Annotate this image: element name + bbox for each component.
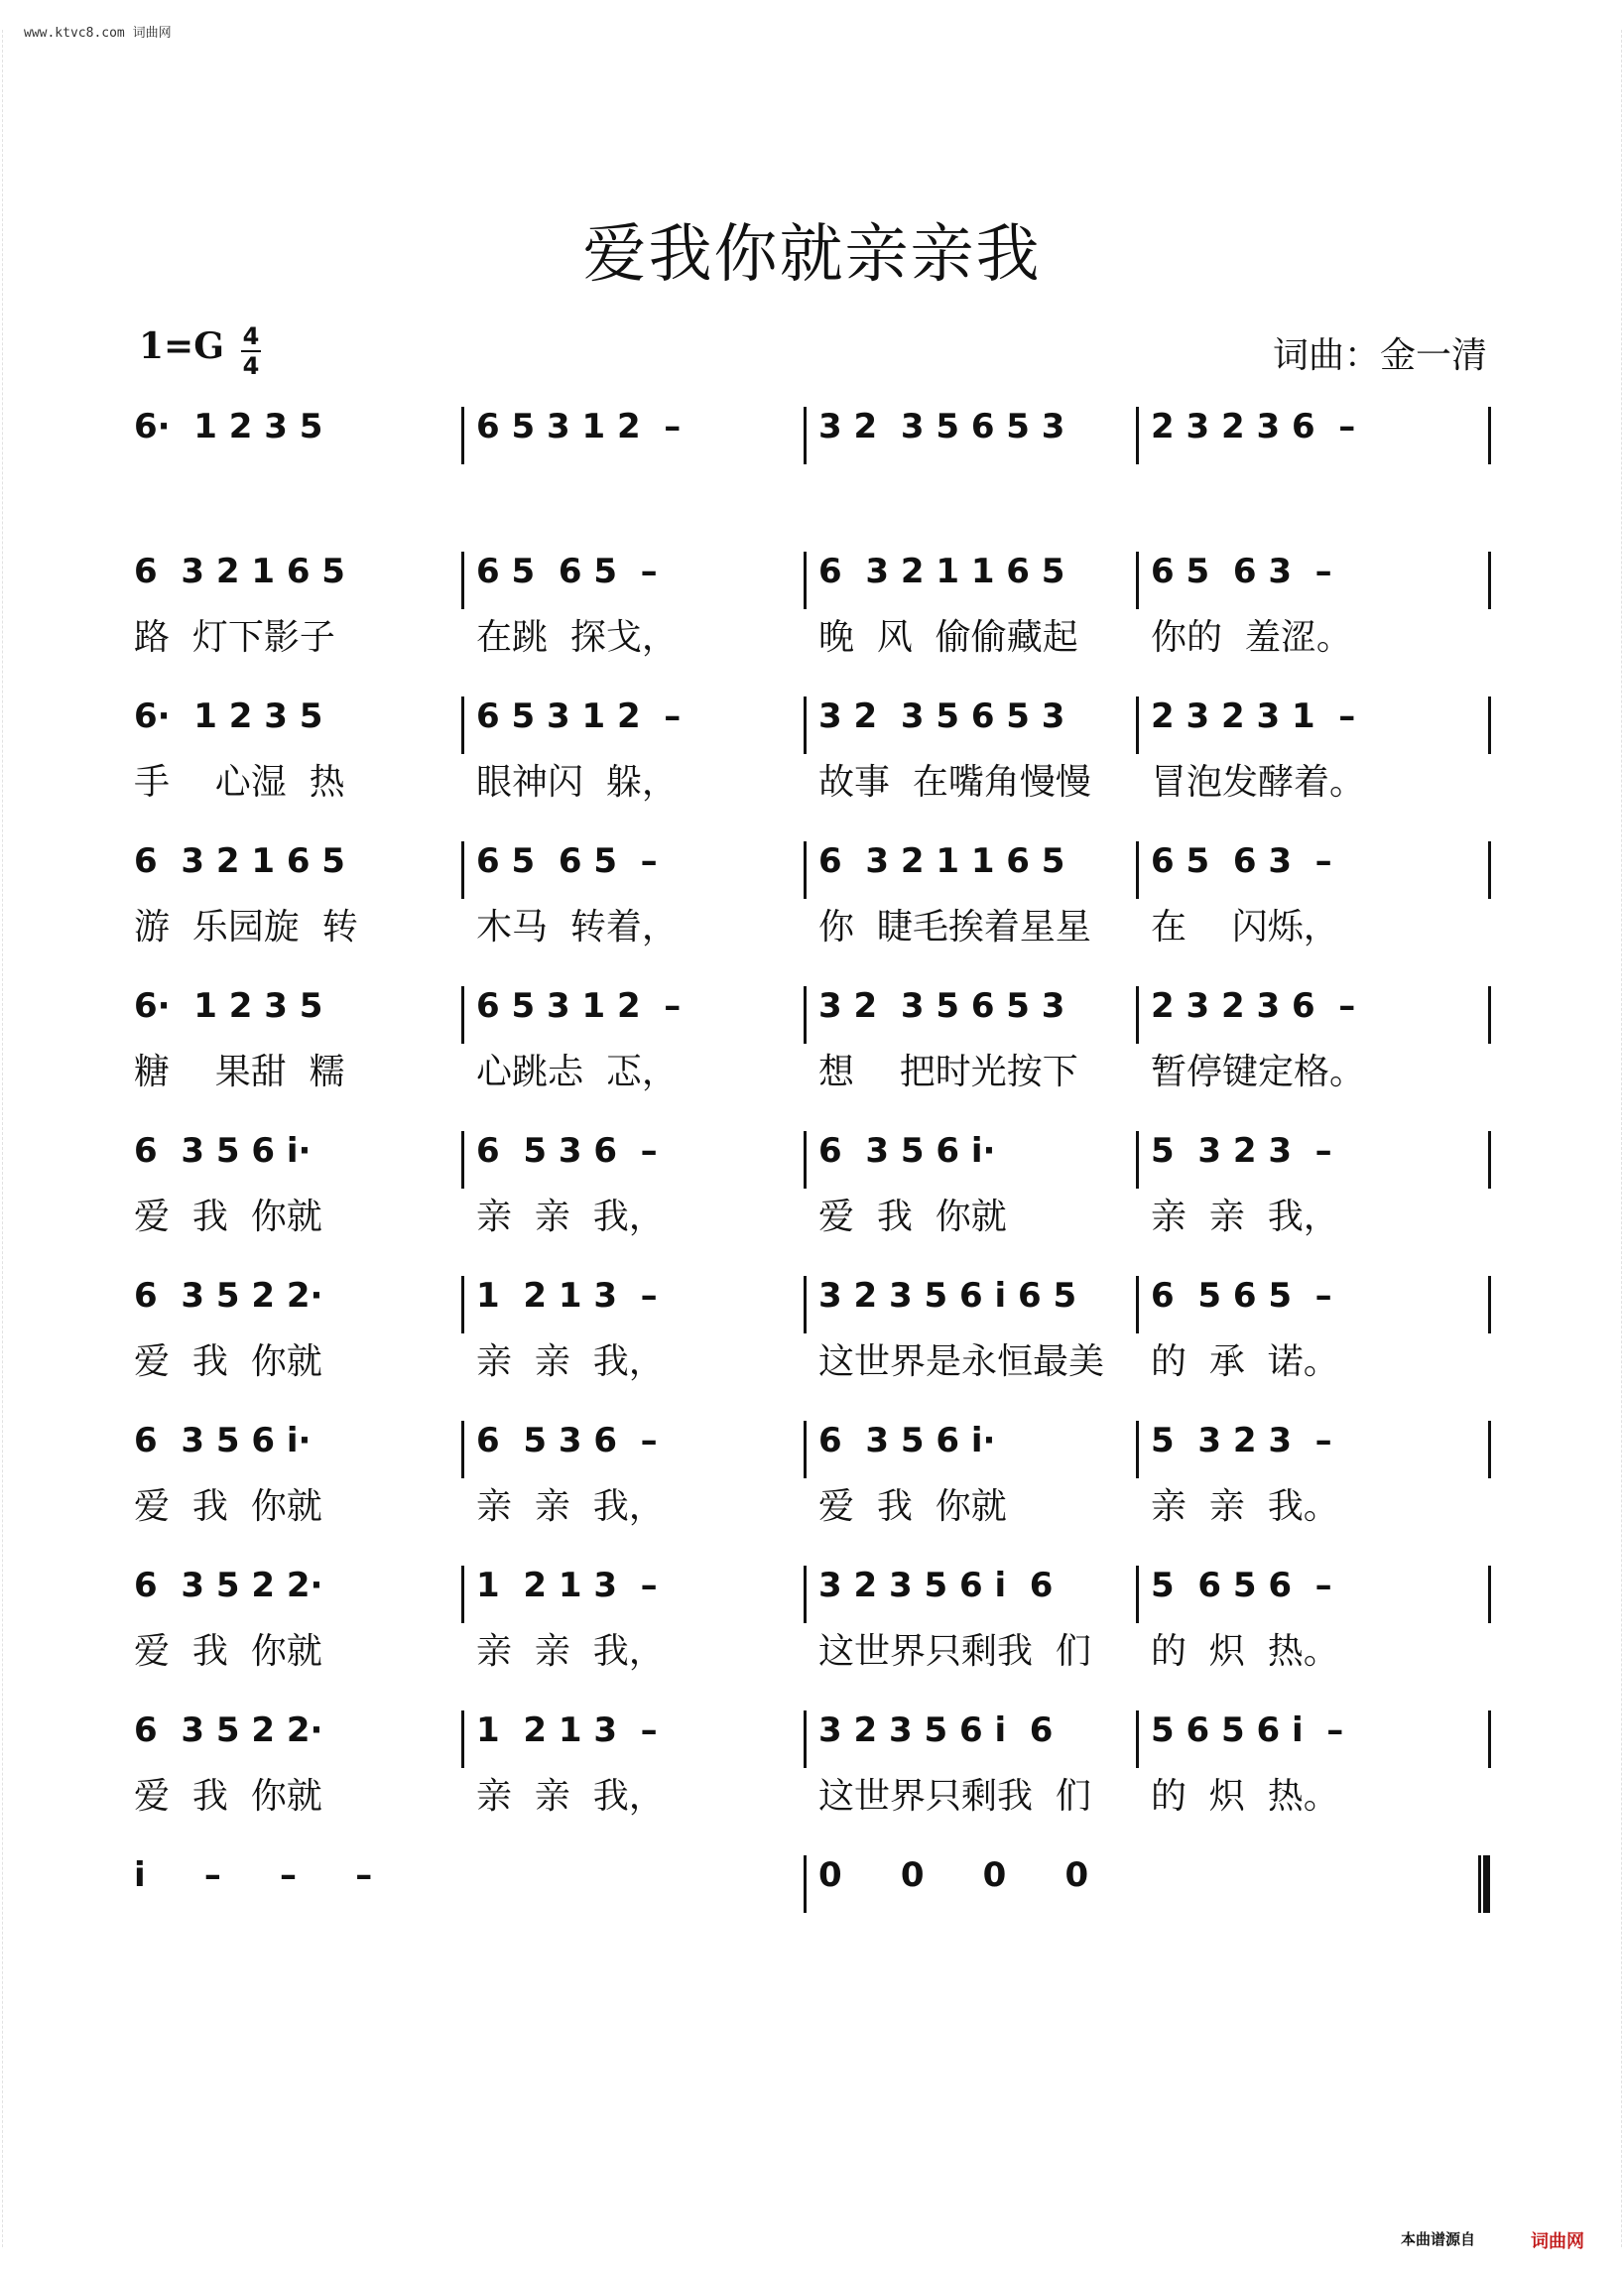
- notes-row: [134, 395, 1493, 458]
- measure: [134, 829, 345, 893]
- lyric: 亲 亲 我。: [1151, 1486, 1339, 1527]
- barline: [461, 1131, 464, 1189]
- measure-notes: 6 5 6 3 –: [1151, 841, 1332, 881]
- measure: [476, 685, 681, 748]
- measure-notes: 3 2 3 5 6 i 6: [818, 1566, 1054, 1605]
- measure: [818, 829, 1064, 893]
- lyrics-row: [134, 1472, 1493, 1542]
- barline: [804, 1421, 807, 1478]
- measure-notes: 6 5 6 5 –: [476, 552, 658, 591]
- barline: [1488, 552, 1491, 609]
- notes-row: [134, 829, 1493, 893]
- ending-system: [134, 1843, 1493, 1988]
- barline: [1136, 696, 1139, 754]
- lyric: 心跳忐 忑，: [476, 1052, 678, 1092]
- barline: [461, 1276, 464, 1333]
- barline: [1136, 1131, 1139, 1189]
- lyric: 这世界只剩我 们: [818, 1776, 1091, 1817]
- measure-notes: 6 3 2 1 6 5: [134, 552, 345, 591]
- notes-row: [134, 1119, 1493, 1183]
- measure: [1151, 974, 1355, 1038]
- lyric: 在 闪烁，: [1151, 907, 1339, 948]
- measure: [134, 1264, 322, 1328]
- measure: [134, 1699, 322, 1762]
- score-system: [134, 540, 1493, 685]
- measure-notes: 6 5 3 6 –: [476, 1421, 658, 1460]
- barline: [461, 696, 464, 754]
- measure-notes: 6 5 6 5 –: [1151, 1276, 1332, 1316]
- barline: [1136, 1421, 1139, 1478]
- barline: [1488, 841, 1491, 899]
- time-sig-bottom: 4: [242, 352, 260, 380]
- barline: [804, 841, 807, 899]
- score-system: [134, 1264, 1493, 1409]
- barline: [1488, 407, 1491, 464]
- measure-notes: 2 3 2 3 6 –: [1151, 407, 1356, 446]
- measure: [1151, 1554, 1332, 1617]
- measure-notes: 3 2 3 5 6 5 3: [818, 696, 1065, 736]
- barline: [804, 1276, 807, 1333]
- lyric: 手 心湿 热: [134, 762, 345, 803]
- barline: [1136, 1276, 1139, 1333]
- lyric: 亲 亲 我，: [476, 1197, 665, 1237]
- measure-notes: 6 5 6 3 –: [1151, 552, 1332, 591]
- barline: [461, 1566, 464, 1623]
- notes-row: [134, 1843, 1493, 1907]
- measure: [134, 974, 322, 1038]
- score-system: [134, 1409, 1493, 1554]
- measure: [1151, 540, 1332, 603]
- notes-row: [134, 1554, 1493, 1617]
- barline: [1136, 841, 1139, 899]
- barline: [1136, 1566, 1139, 1623]
- barline: [804, 407, 807, 464]
- lyric: 你的 羞涩。: [1151, 617, 1352, 658]
- lyric: 爱 我 你就: [134, 1341, 322, 1382]
- lyric: 木马 转着，: [476, 907, 678, 948]
- time-signature: [241, 322, 261, 380]
- measure: [1151, 685, 1355, 748]
- measure: [1151, 829, 1332, 893]
- lyrics-row: [134, 1038, 1493, 1107]
- measure-notes: 1 2 1 3 –: [476, 1566, 658, 1605]
- measure: [1151, 1409, 1332, 1472]
- left-watermark-strip: [2, 30, 17, 2247]
- notes-row: [134, 685, 1493, 748]
- measure-notes: 6 3 5 6 i·: [134, 1131, 312, 1171]
- measure-notes: i – – –: [134, 1855, 373, 1895]
- measure: [134, 1409, 311, 1472]
- lyric: 亲 亲 我，: [476, 1486, 665, 1527]
- lyric: 爱 我 你就: [818, 1197, 1007, 1237]
- measure-notes: 1 2 1 3 –: [476, 1276, 658, 1316]
- lyric: 在跳 探戈，: [476, 617, 678, 658]
- measure-notes: 6· 1 2 3 5: [134, 696, 323, 736]
- lyrics-row: [134, 748, 1493, 818]
- measure-notes: 6 3 5 2 2·: [134, 1710, 323, 1750]
- barline: [1488, 1566, 1491, 1623]
- measure: [476, 395, 681, 458]
- lyric: 这世界是永恒最美: [818, 1341, 1105, 1382]
- notes-row: [134, 1264, 1493, 1328]
- measure-notes: 6· 1 2 3 5: [134, 986, 323, 1026]
- lyric: 亲 亲 我，: [476, 1631, 665, 1672]
- measure: [818, 1409, 995, 1472]
- score-system: [134, 829, 1493, 974]
- measure-notes: 3 2 3 5 6 5 3: [818, 407, 1065, 446]
- measure: [818, 1554, 1053, 1617]
- barline: [804, 1131, 807, 1189]
- measure: [1151, 1264, 1332, 1328]
- measure-notes: 0 0 0 0: [818, 1855, 1089, 1895]
- measure-notes: 5 3 2 3 –: [1151, 1131, 1332, 1171]
- notes-row: [134, 1699, 1493, 1762]
- barline: [1136, 552, 1139, 609]
- measure: [476, 1554, 658, 1617]
- footer-source: 本曲谱源自: [1400, 2230, 1475, 2248]
- measure: [818, 1119, 995, 1183]
- lyric: 眼神闪 躲，: [476, 762, 678, 803]
- barline: [1488, 986, 1491, 1044]
- lyric: 爱 我 你就: [134, 1776, 322, 1817]
- lyric: 晚 风 偷偷藏起: [818, 617, 1078, 658]
- barline: [804, 986, 807, 1044]
- measure-notes: 6 5 6 5 –: [476, 841, 658, 881]
- lyrics-row: [134, 893, 1493, 962]
- barline: [1136, 407, 1139, 464]
- notes-row: [134, 1409, 1493, 1472]
- lyric: 的 炽 热。: [1151, 1631, 1339, 1672]
- measure-notes: 6· 1 2 3 5: [134, 407, 323, 446]
- measure: [476, 829, 658, 893]
- measure-notes: 5 6 5 6 i –: [1151, 1710, 1344, 1750]
- right-watermark-strip: [1607, 30, 1622, 2247]
- barline: [461, 986, 464, 1044]
- footer-site: 词曲网: [1531, 2231, 1584, 2252]
- measure-notes: 6 3 5 6 i·: [818, 1131, 996, 1171]
- key-signature: 1=G: [139, 325, 224, 367]
- barline: [1136, 986, 1139, 1044]
- lyrics-row: [134, 1183, 1493, 1252]
- lyric: 的 炽 热。: [1151, 1776, 1339, 1817]
- measure-notes: 5 3 2 3 –: [1151, 1421, 1332, 1460]
- score-system: [134, 974, 1493, 1119]
- measure-notes: 3 2 3 5 6 5 3: [818, 986, 1065, 1026]
- measure-notes: 6 3 2 1 1 6 5: [818, 552, 1065, 591]
- measure-notes: 6 5 3 1 2 –: [476, 407, 682, 446]
- measure-notes: 6 3 2 1 6 5: [134, 841, 345, 881]
- lyrics-row: [134, 603, 1493, 673]
- score-system: [134, 1699, 1493, 1843]
- measure: [476, 1699, 658, 1762]
- notes-row: [134, 974, 1493, 1038]
- measure: [476, 540, 658, 603]
- lyric: 爱 我 你就: [818, 1486, 1007, 1527]
- measure: [476, 1119, 658, 1183]
- measure: [818, 974, 1064, 1038]
- measure: [134, 1554, 322, 1617]
- barline: [461, 407, 464, 464]
- measure: [476, 974, 681, 1038]
- lyric: 游 乐园旋 转: [134, 907, 358, 948]
- barline: [1488, 1421, 1491, 1478]
- measure-notes: 6 3 5 2 2·: [134, 1276, 323, 1316]
- measure-notes: 6 3 5 6 i·: [818, 1421, 996, 1460]
- barline: [461, 552, 464, 609]
- barline: [804, 696, 807, 754]
- lyric: 亲 亲 我，: [476, 1776, 665, 1817]
- song-title: 爱我你就亲亲我: [582, 218, 1042, 292]
- notes-row: [134, 540, 1493, 603]
- lyric: 亲 亲 我，: [476, 1341, 665, 1382]
- lyrics-row: [134, 1762, 1493, 1832]
- lyric: 这世界只剩我 们: [818, 1631, 1091, 1672]
- measure-notes: 3 2 3 5 6 i 6 5: [818, 1276, 1077, 1316]
- lyric: 糖 果甜 糯: [134, 1052, 345, 1092]
- barline: [804, 1566, 807, 1623]
- measure-notes: 1 2 1 3 –: [476, 1710, 658, 1750]
- measure: [134, 540, 345, 603]
- time-sig-top: 4: [242, 322, 260, 350]
- barline: [1488, 1276, 1491, 1333]
- measure: [818, 1843, 1088, 1907]
- lyrics-row: [134, 1617, 1493, 1687]
- measure-notes: 6 5 3 6 –: [476, 1131, 658, 1171]
- lyric: 路 灯下影子: [134, 617, 335, 658]
- barline: [1136, 1710, 1139, 1768]
- lyric: 故事 在嘴角慢慢: [818, 762, 1091, 803]
- measure: [476, 1409, 658, 1472]
- measure: [134, 685, 322, 748]
- lyrics-row: [134, 458, 1493, 528]
- lyric: 想 把时光按下: [818, 1052, 1078, 1092]
- barline: [1488, 696, 1491, 754]
- measure-notes: 2 3 2 3 6 –: [1151, 986, 1356, 1026]
- barline: [804, 1710, 807, 1768]
- measure: [818, 1264, 1076, 1328]
- lyric: 亲 亲 我，: [1151, 1197, 1339, 1237]
- measure-notes: 6 3 5 6 i·: [134, 1421, 312, 1460]
- measure: [1151, 1699, 1343, 1762]
- measure: [818, 685, 1064, 748]
- measure: [476, 1264, 658, 1328]
- measure-notes: 6 5 3 1 2 –: [476, 986, 682, 1026]
- lyric: 爱 我 你就: [134, 1197, 322, 1237]
- score-system: [134, 1554, 1493, 1699]
- measure: [1151, 395, 1355, 458]
- measure: [134, 395, 322, 458]
- score-system: [134, 395, 1493, 540]
- barline: [804, 552, 807, 609]
- measure-notes: 3 2 3 5 6 i 6: [818, 1710, 1054, 1750]
- measure: [818, 395, 1064, 458]
- measure-notes: 6 3 5 2 2·: [134, 1566, 323, 1605]
- score-system: [134, 685, 1493, 829]
- lyrics-row: [134, 1328, 1493, 1397]
- measure-notes: 6 3 2 1 1 6 5: [818, 841, 1065, 881]
- score-system: [134, 1119, 1493, 1264]
- measure: [1151, 1119, 1332, 1183]
- final-barline: [1478, 1855, 1490, 1913]
- measure: [134, 1119, 311, 1183]
- lyric: 爱 我 你就: [134, 1486, 322, 1527]
- barline: [461, 1710, 464, 1768]
- measure-notes: 2 3 2 3 1 –: [1151, 696, 1356, 736]
- measure: [818, 1699, 1053, 1762]
- lyric: 爱 我 你就: [134, 1631, 322, 1672]
- barline: [461, 841, 464, 899]
- barline: [804, 1855, 807, 1913]
- measure: [134, 1843, 372, 1907]
- lyric: 你 睫毛挨着星星: [818, 907, 1091, 948]
- barline: [1488, 1131, 1491, 1189]
- lyric: 的 承 诺。: [1151, 1341, 1339, 1382]
- site-url: www.ktvc8.com 词曲网: [24, 26, 172, 41]
- barline: [1488, 1710, 1491, 1768]
- lyric: 冒泡发酵着。: [1151, 762, 1366, 803]
- measure-notes: 5 6 5 6 –: [1151, 1566, 1332, 1605]
- barline: [461, 1421, 464, 1478]
- score: [134, 395, 1493, 1988]
- measure-notes: 6 5 3 1 2 –: [476, 696, 682, 736]
- lyric: 暂停键定格。: [1151, 1052, 1366, 1092]
- measure: [818, 540, 1064, 603]
- composer-credit: 词曲：金一清: [1272, 335, 1487, 376]
